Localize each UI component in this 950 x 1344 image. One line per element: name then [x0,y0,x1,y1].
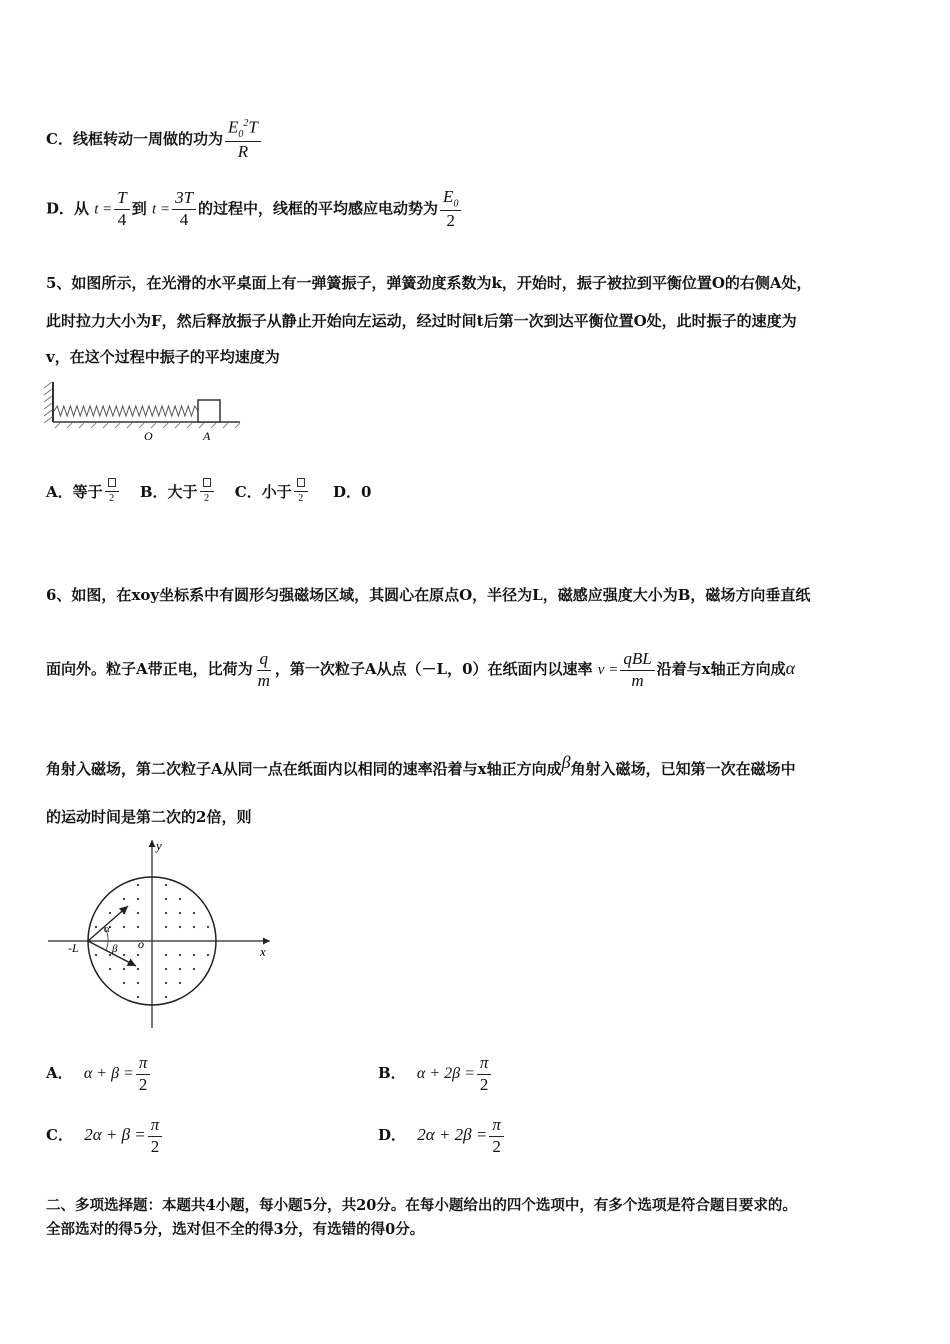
field-dot [109,912,111,914]
label-alpha: α [104,923,110,935]
section2-line-2: 全部选对的得5分，选对但不全的得3分，有选错的得0分。 [46,1221,425,1238]
missing-glyph-icon [108,478,116,487]
section2-line-1: 二、多项选择题：本题共4小题，每小题5分，共20分。在每小题给出的四个选项中，有多个选项是符合题目要求的。 [46,1197,797,1214]
q6-line-1: 6、如图，在xoy坐标系中有圆形匀强磁场区域，其圆心在原点O，半径为L，磁感应强度大小为B，磁场方向垂直纸 [46,586,811,604]
q6-line-2c: 沿着与x轴正方向成 [656,660,786,679]
q5-option-b-frac [200,478,214,504]
field-dot [193,926,195,928]
q6-option-b-frac [477,1054,492,1094]
label-x: x [260,944,266,959]
t2-frac [172,189,196,229]
t1-left: t = [94,201,113,218]
q6-option-a-frac [136,1054,151,1094]
label-o: O [144,429,153,443]
den: 2 [138,1074,148,1094]
frac-den: 2 [109,493,115,504]
field-dot [179,968,181,970]
field-dot [179,954,181,956]
field-dot [193,954,195,956]
q5-line-2: 此时拉力大小为F，然后释放振子从静止开始向左运动，经过时间t后第一次到达平衡位置O处，此时振子的速度为 [46,312,797,330]
field-dot [165,996,167,998]
field-dot [137,884,139,886]
q4-option-d [46,188,463,231]
field-dot [109,968,111,970]
formula-t: T [248,117,258,137]
speed-num: qBL [620,650,654,671]
field-dot [165,912,167,914]
ratio-num: q [257,650,272,671]
t1-den: 4 [117,210,127,230]
q6-option-b-expr: α + 2β = [416,1065,475,1083]
label-y: y [156,838,162,853]
frac-den: 2 [298,493,304,504]
floor-hatching [55,423,240,428]
field-dot [165,884,167,886]
formula-den: R [237,142,249,162]
q5-option-a: A．等于 [46,483,103,501]
q6-line-3a: 角射入磁场，第二次粒子A从同一点在纸面内以相同的速率沿着与x轴正方向成 [46,760,562,778]
field-dot [165,898,167,900]
q5-option-a-frac [105,478,119,504]
field-dot [123,912,125,914]
spring-oscillator-figure [40,378,245,448]
den: 2 [150,1136,160,1156]
q5-option-b: B．大于 [139,483,198,501]
q6-option-a-label: A． [46,1064,73,1083]
pi: π [148,1116,163,1137]
field-dot [165,926,167,928]
t1-num: T [114,189,129,210]
speed-den: m [631,670,644,690]
missing-glyph-icon [297,478,305,487]
field-dot [123,982,125,984]
t2-num: 3T [172,189,196,210]
q6-line-2 [46,650,795,690]
field-dot [179,912,181,914]
t2-left: t = [152,201,171,218]
charge-mass-ratio [255,650,273,690]
q4-option-d-tail: 的过程中，线框的平均感应电动势为 [198,199,439,218]
q6-line-4: 的运动时间是第二次的2倍，则 [46,808,252,826]
formula-sup: 2 [243,118,249,129]
den: 2 [492,1136,501,1156]
pi: π [477,1054,492,1075]
q6-option-a [46,1054,152,1094]
field-dot [165,982,167,984]
formula-sub: 0 [238,129,244,141]
pi: π [489,1116,504,1137]
label-a: A [203,429,211,443]
field-dot [179,926,181,928]
field-dot [165,954,167,956]
q6-option-d-expr: 2α + 2β = [417,1125,488,1145]
field-dot [207,954,209,956]
field-dot [123,926,125,928]
q6-line-3 [46,752,796,779]
q6-line-3b: 角射入磁场，已知第一次在磁场中 [570,760,796,778]
q6-option-d-frac [489,1116,504,1156]
q4-option-c-text: C．线框转动一周做的功为 [46,129,223,148]
q4-option-d-mid: 到 [131,199,147,218]
q5-line-1: 5、如图所示，在光滑的水平桌面上有一弹簧振子，弹簧劲度系数为k，开始时，振子被拉到平衡位置O的右侧A处， [46,274,812,292]
emf-sub: 0 [453,198,459,210]
field-dot [193,968,195,970]
field-dot [137,898,139,900]
label-neg-l: -L [68,941,79,955]
formula-e: E [227,117,239,137]
emf-den: 2 [446,211,455,231]
frac-den: 2 [204,493,210,504]
field-dot [179,982,181,984]
field-dot [123,898,125,900]
spring [54,406,198,416]
field-dot [179,898,181,900]
q4-option-c [46,118,263,162]
field-dot [165,968,167,970]
t1-frac [114,189,129,229]
q6-option-c-frac [148,1116,163,1156]
q4-option-d-label: D．从 [46,199,90,218]
q6-option-c [46,1116,164,1156]
q6-line-2b: ，第一次粒子A从点（－L，0）在纸面内以速率 [274,660,593,679]
oscillator-block [198,400,220,422]
den: 2 [479,1074,489,1094]
label-beta: β [112,943,118,955]
q6-option-d-label: D． [378,1126,407,1145]
emf-e: E [443,187,454,206]
q6-option-a-expr: α + β = [83,1065,134,1083]
q5-options [46,478,371,504]
field-dot [95,926,97,928]
label-origin: o [138,937,144,951]
field-dot [137,926,139,928]
q4-option-c-formula [225,118,261,162]
field-dot [123,954,125,956]
field-dot [137,912,139,914]
q6-line-2a: 面向外。粒子A带正电，比荷为 [46,660,253,679]
missing-glyph-icon [203,478,211,487]
q5-option-c: C．小于 [234,483,292,501]
field-dot [109,954,111,956]
emf-frac [440,188,461,231]
v-left: v = [597,662,619,679]
wall-hatching [44,382,52,423]
magnetic-field-figure [44,834,280,1030]
field-dot [123,968,125,970]
ratio-den: m [257,670,270,690]
q6-option-c-label: C． [46,1126,73,1145]
field-dot [137,968,139,970]
field-dot [193,912,195,914]
field-dot [207,926,209,928]
t2-den: 4 [179,210,189,230]
field-dot [137,954,139,956]
field-dot [137,996,139,998]
q6-option-b [378,1054,493,1094]
q5-option-c-frac [294,478,308,504]
q6-option-b-label: B． [378,1064,406,1083]
alpha-symbol: α [785,658,796,679]
beta-symbol: β [561,752,571,772]
speed-frac [620,650,654,690]
q5-line-3: v，在这个过程中振子的平均速度为 [46,348,280,366]
field-dot [137,982,139,984]
q6-option-d [378,1116,506,1156]
pi: π [136,1054,151,1075]
q6-option-c-expr: 2α + β = [84,1125,146,1145]
field-dot [95,954,97,956]
q5-option-d: D．0 [332,483,372,501]
beta-arc [106,941,108,950]
